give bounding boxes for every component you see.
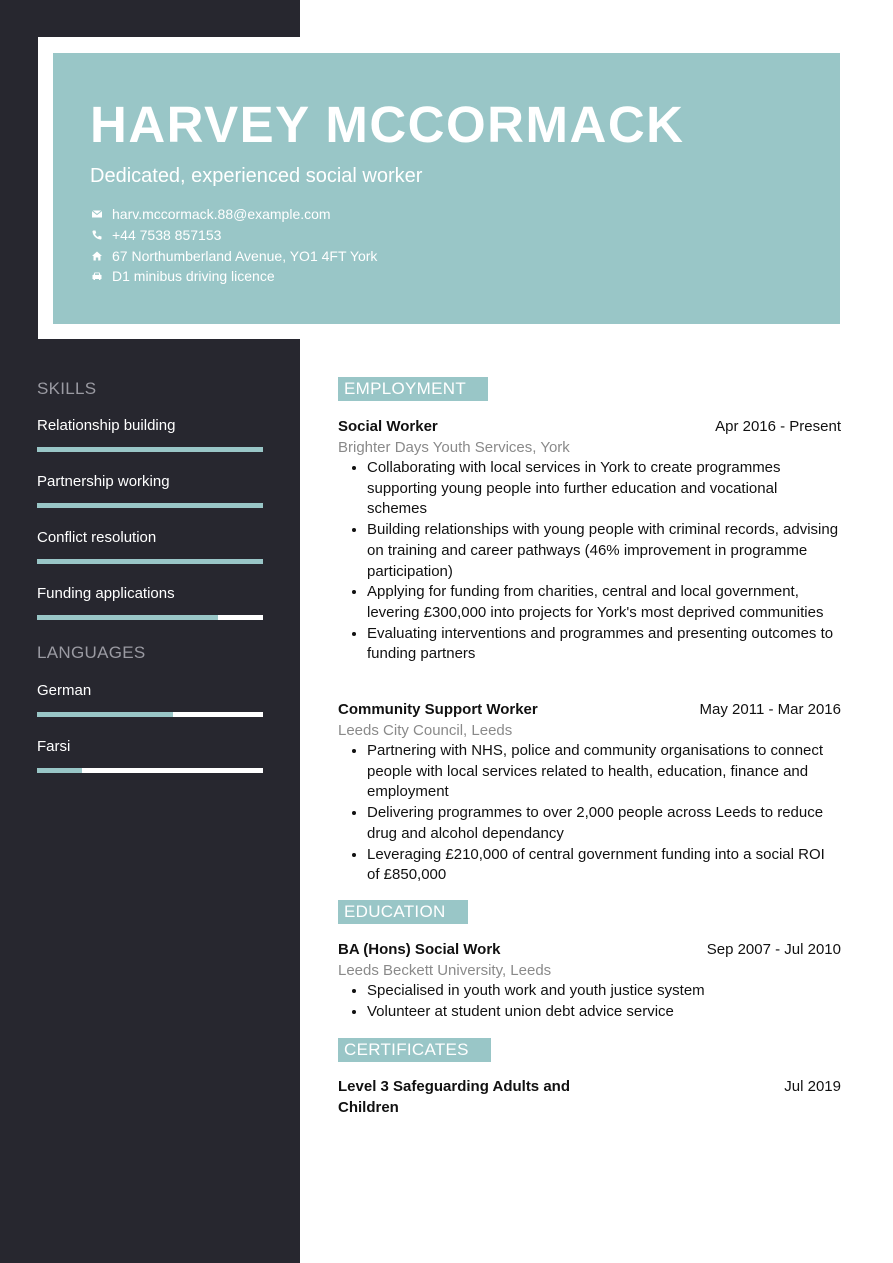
skill-bar-fill — [37, 559, 263, 564]
bullet-item: • Applying for funding from charities, central and local government, levering £300,000 into projects for York's most deprived communities — [367, 582, 841, 623]
employment-heading: EMPLOYMENT — [338, 377, 488, 401]
job-entry — [338, 416, 841, 665]
degree-date: Sep 2007 - Jul 2010 — [706, 941, 841, 958]
education-entry — [338, 939, 841, 1022]
email-text: harv.mccormack.88@example.com — [112, 206, 331, 223]
skill-bar-fill — [37, 447, 263, 452]
address-text: 67 Northumberland Avenue, YO1 4FT York — [112, 247, 378, 264]
bullet-item: • Leveraging £210,000 of central government funding into a social ROI of £850,000 — [367, 845, 841, 886]
skill-bar — [37, 615, 263, 620]
languages-heading: LANGUAGES — [37, 643, 146, 662]
home-icon — [90, 249, 103, 262]
language-bar-fill — [37, 712, 173, 717]
certificates-heading: CERTIFICATES — [338, 1038, 491, 1062]
language-item — [37, 682, 263, 717]
contact-phone[interactable] — [90, 225, 377, 246]
bullet-item: • Specialised in youth work and youth justice system — [367, 981, 841, 1002]
skill-bar-fill — [37, 503, 263, 508]
contact-email[interactable] — [90, 204, 377, 225]
bullet-item: • Delivering programmes to over 2,000 people across Leeds to reduce drug and alcohol dependancy — [367, 803, 841, 844]
job-date: May 2011 - Mar 2016 — [699, 701, 841, 718]
skill-item — [37, 473, 263, 508]
language-bar-fill — [37, 768, 82, 773]
job-entry — [338, 699, 841, 886]
skill-item — [37, 585, 263, 620]
skills-section — [37, 378, 263, 400]
certificate-entry — [338, 1076, 841, 1118]
language-bar — [37, 768, 263, 773]
phone-text: +44 7538 857153 — [112, 227, 222, 244]
language-label: Farsi — [37, 738, 71, 755]
bullet-item: • Collaborating with local services in York to create programmes supporting young people into further education and vocational schemes — [367, 458, 841, 520]
certificates-section — [338, 1038, 841, 1062]
skill-label: Conflict resolution — [37, 529, 157, 546]
job-org: Leeds City Council, Leeds — [338, 722, 513, 739]
degree-title: BA (Hons) Social Work — [338, 941, 501, 958]
skill-label: Relationship building — [37, 417, 176, 434]
job-title: Social Worker — [338, 418, 438, 435]
languages-section — [37, 642, 263, 664]
skill-label: Partnership working — [37, 473, 170, 490]
header — [53, 53, 840, 324]
bullet-item: • Building relationships with young people with criminal records, advising on training and career pathways (46% improvement in programme participation) — [367, 520, 841, 582]
job-bullets — [338, 741, 841, 886]
candidate-name: HARVEY MCCORMACK — [90, 96, 685, 153]
skills-heading: SKILLS — [37, 379, 97, 398]
job-date: Apr 2016 - Present — [715, 418, 841, 435]
job-title: Community Support Worker — [338, 701, 538, 718]
job-org: Brighter Days Youth Services, York — [338, 439, 570, 456]
skill-label: Funding applications — [37, 585, 175, 602]
certificate-title: Level 3 Safeguarding Adults and Children — [338, 1078, 570, 1116]
bullet-item: • Partnering with NHS, police and community organisations to connect people with local services related to health, education, finance and employment — [367, 741, 841, 803]
bullet-item: • Evaluating interventions and programmes and presenting outcomes to funding partners — [367, 624, 841, 665]
skill-bar — [37, 447, 263, 452]
skill-bar — [37, 559, 263, 564]
language-item — [37, 738, 263, 773]
education-heading: EDUCATION — [338, 900, 468, 924]
certificate-date: Jul 2019 — [784, 1078, 841, 1095]
skill-item — [37, 417, 263, 452]
phone-icon — [90, 229, 103, 242]
language-label: German — [37, 682, 92, 699]
licence-text: D1 minibus driving licence — [112, 268, 275, 285]
skill-bar-fill — [37, 615, 218, 620]
skill-item — [37, 529, 263, 564]
contact-licence — [90, 266, 377, 287]
car-icon — [90, 270, 103, 283]
tagline: Dedicated, experienced social worker — [90, 165, 423, 187]
email-icon — [90, 208, 103, 221]
contact-list — [90, 204, 377, 287]
education-section — [338, 900, 841, 924]
school-name: Leeds Beckett University, Leeds — [338, 962, 552, 979]
education-bullets — [338, 981, 841, 1022]
job-bullets — [338, 458, 841, 665]
contact-address — [90, 245, 377, 266]
employment-section — [338, 377, 841, 401]
skill-bar — [37, 503, 263, 508]
language-bar — [37, 712, 263, 717]
bullet-item: • Volunteer at student union debt advice service — [367, 1002, 841, 1023]
